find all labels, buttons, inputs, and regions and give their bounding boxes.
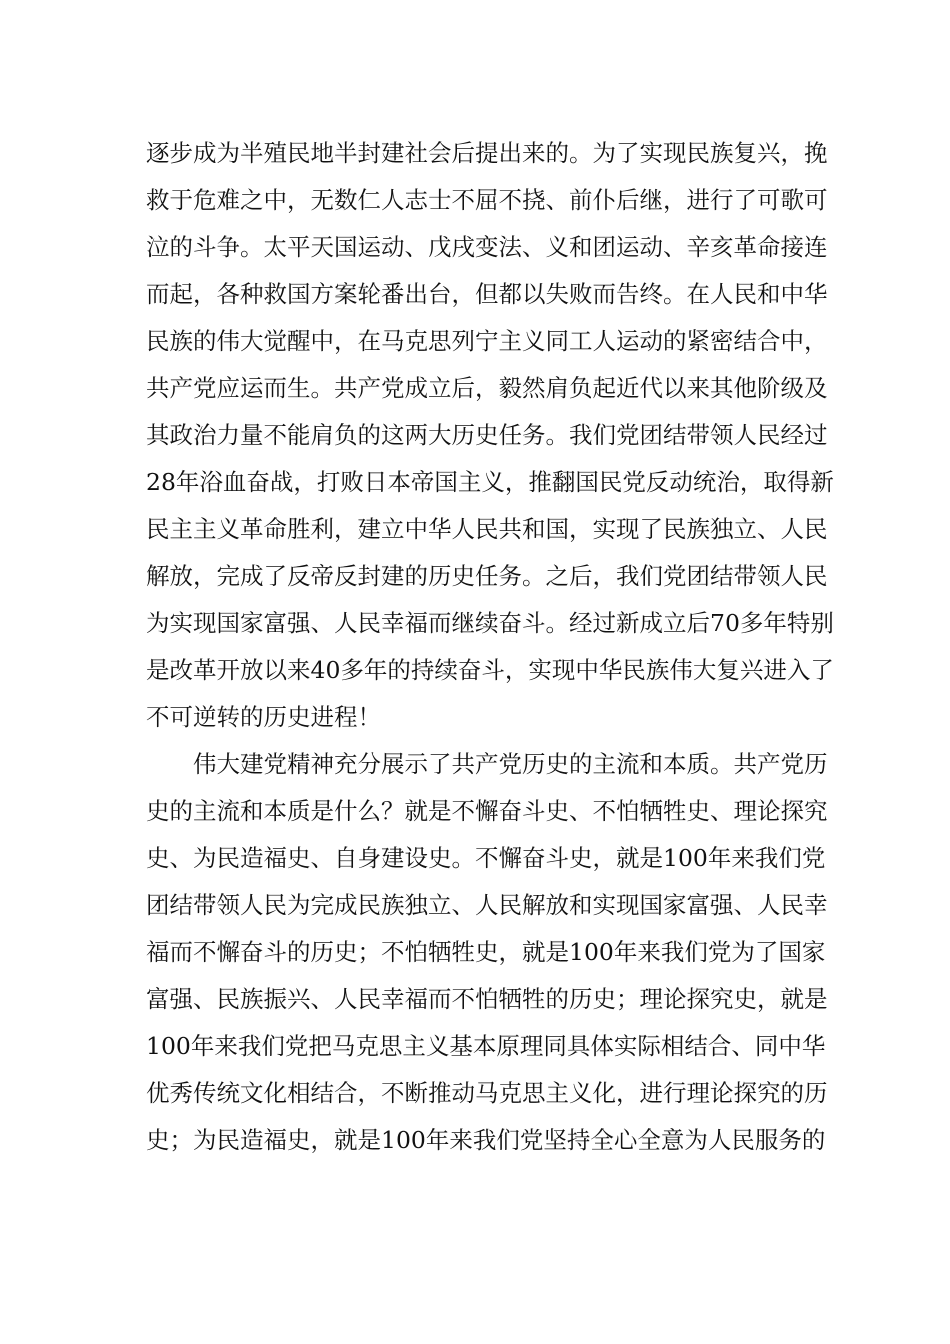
document-body [146,130,834,1164]
text-line: 逐步成为半殖民地半封建社会后提出来的。为了实现民族复兴，挽 [146,139,828,167]
text-line: 史的主流和本质是什么？就是不懈奋斗史、不怕牺牲史、理论探究 [146,797,828,825]
text-line: 而起，各种救国方案轮番出台，但都以失败而告终。在人民和中华 [146,280,828,308]
text-line: 福而不懈奋斗的历史；不怕牺牲史，就是100年来我们党为了国家 [146,938,826,966]
text-line: 优秀传统文化相结合，不断推动马克思主义化，进行理论探究的历 [146,1079,828,1107]
text-line: 为实现国家富强、人民幸福而继续奋斗。经过新成立后70多年特别 [146,609,834,637]
text-line: 100年来我们党把马克思主义基本原理同具体实际相结合、同中华 [146,1032,826,1060]
text-line: 28年浴血奋战，打败日本帝国主义，推翻国民党反动统治，取得新 [146,468,834,496]
text-line: 不可逆转的历史进程！ [146,703,381,731]
text-line: 伟大建党精神充分展示了共产党历史的主流和本质。共产党历 [193,750,828,778]
text-line: 富强、民族振兴、人民幸福而不怕牺牲的历史；理论探究史，就是 [146,985,828,1013]
text-line: 是改革开放以来40多年的持续奋斗，实现中华民族伟大复兴进入了 [146,656,834,684]
paragraph-2 [146,741,828,1164]
text-line: 泣的斗争。太平天国运动、戊戌变法、义和团运动、辛亥革命接连 [146,233,828,261]
paragraph-1 [146,130,834,741]
text-line: 史、为民造福史、自身建设史。不懈奋斗史，就是100年来我们党 [146,844,826,872]
text-line: 史；为民造福史，就是100年来我们党坚持全心全意为人民服务的 [146,1126,826,1154]
text-line: 民族的伟大觉醒中，在马克思列宁主义同工人运动的紧密结合中， [146,327,828,355]
text-line: 团结带领人民为完成民族独立、人民解放和实现国家富强、人民幸 [146,891,828,919]
text-line: 民主主义革命胜利，建立中华人民共和国，实现了民族独立、人民 [146,515,828,543]
text-line: 共产党应运而生。共产党成立后，毅然肩负起近代以来其他阶级及 [146,374,828,402]
text-line: 救于危难之中，无数仁人志士不屈不挠、前仆后继，进行了可歌可 [146,186,828,214]
text-line: 解放，完成了反帝反封建的历史任务。之后，我们党团结带领人民 [146,562,828,590]
text-line: 其政治力量不能肩负的这两大历史任务。我们党团结带领人民经过 [146,421,828,449]
